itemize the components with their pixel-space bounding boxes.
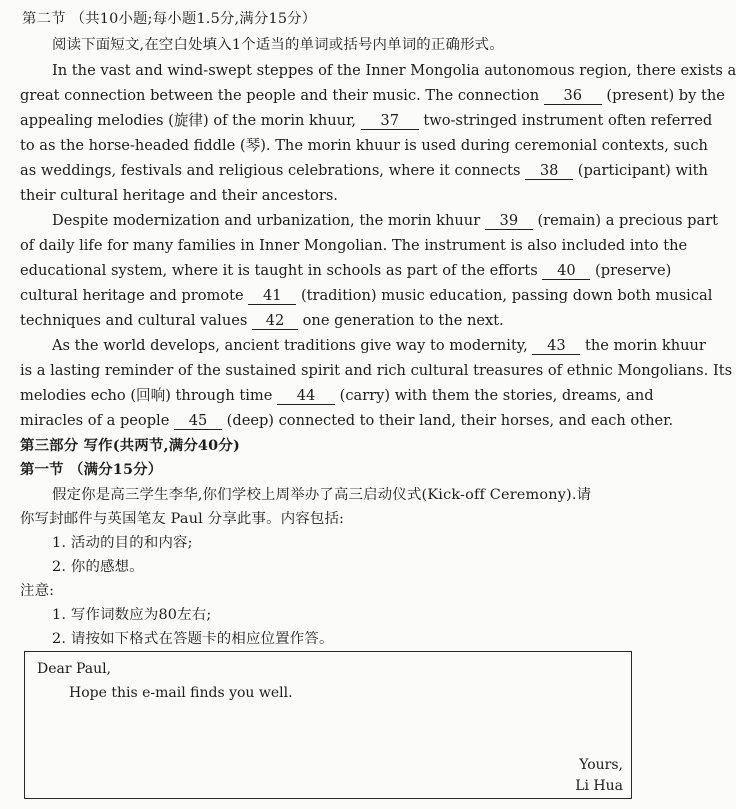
answer-blank[interactable]: 40 — [542, 262, 590, 280]
writing-prompt: 假定你是高三学生李华,你们学校上周举办了高三启动仪式(Kick-off Ceremony).请 — [52, 487, 592, 503]
section-heading: 第二节 （共10小题;每小题1.5分,满分15分） — [22, 11, 317, 27]
answer-blank[interactable]: 38 — [525, 162, 573, 180]
note-item: 1. 写作词数应为80左右; — [52, 607, 212, 623]
passage-line: cultural heritage and promote 41 (tradition) music education, passing down both musical — [20, 287, 713, 304]
passage-line: as weddings, festivals and religious celebrations, where it connects 38 (participant) with — [20, 162, 708, 179]
answer-blank[interactable]: 45 — [174, 412, 222, 430]
writing-prompt: 你写封邮件与英国笔友 Paul 分享此事。内容包括: — [20, 511, 345, 527]
passage-line: In the vast and wind-swept steppes of the Inner Mongolia autonomous region, there exists a — [52, 62, 736, 79]
letter-opening: Hope this e-mail finds you well. — [69, 685, 293, 701]
passage-line: Despite modernization and urbanization, the morin khuur 39 (remain) a precious part — [52, 212, 719, 229]
passage-line: to as the horse-headed fiddle (琴). The morin khuur is used during ceremonial contexts, such — [20, 137, 708, 154]
passage-line: appealing melodies (旋律) of the morin khuur, 37 two-stringed instrument often referred — [20, 112, 713, 129]
answer-blank[interactable]: 41 — [248, 287, 296, 305]
answer-blank[interactable]: 39 — [485, 212, 533, 230]
answer-blank[interactable]: 36 — [544, 87, 602, 105]
part-heading: 第三部分 写作(共两节,满分40分) — [20, 437, 240, 454]
note-item: 2. 请按如下格式在答题卡的相应位置作答。 — [52, 631, 334, 647]
letter-answer-box[interactable] — [24, 651, 632, 799]
section-heading: 第一节 （满分15分） — [20, 461, 163, 478]
answer-blank[interactable]: 42 — [252, 312, 298, 330]
passage-line: is a lasting reminder of the sustained spirit and rich cultural treasures of ethnic Mongolians. Its — [20, 362, 733, 379]
note-label: 注意: — [20, 583, 55, 599]
section-instruction: 阅读下面短文,在空白处填入1个适当的单词或括号内单词的正确形式。 — [52, 37, 504, 53]
passage-line: great connection between the people and their music. The connection 36 (present) by the — [20, 87, 725, 104]
passage-line: of daily life for many families in Inner Mongolian. The instrument is also included into the — [20, 237, 688, 254]
passage-line: As the world develops, ancient traditions give way to modernity, 43 the morin khuur — [52, 337, 706, 354]
passage-line: techniques and cultural values 42 one generation to the next. — [20, 312, 504, 329]
letter-signature: Li Hua — [575, 778, 623, 794]
passage-line: melodies echo (回响) through time 44 (carry) with them the stories, dreams, and — [20, 387, 654, 404]
passage-line: miracles of a people 45 (deep) connected to their land, their horses, and each other. — [20, 412, 674, 429]
passage-line: educational system, where it is taught in schools as part of the efforts 40 (preserve) — [20, 262, 672, 279]
letter-greeting: Dear Paul, — [37, 661, 112, 677]
answer-blank[interactable]: 44 — [277, 387, 335, 405]
content-item: 1. 活动的目的和内容; — [52, 535, 193, 551]
answer-blank[interactable]: 37 — [361, 112, 419, 130]
passage-line: their cultural heritage and their ancestors. — [20, 187, 338, 204]
answer-blank[interactable]: 43 — [532, 337, 580, 355]
content-item: 2. 你的感想。 — [52, 559, 144, 575]
letter-closing: Yours, — [579, 757, 623, 773]
